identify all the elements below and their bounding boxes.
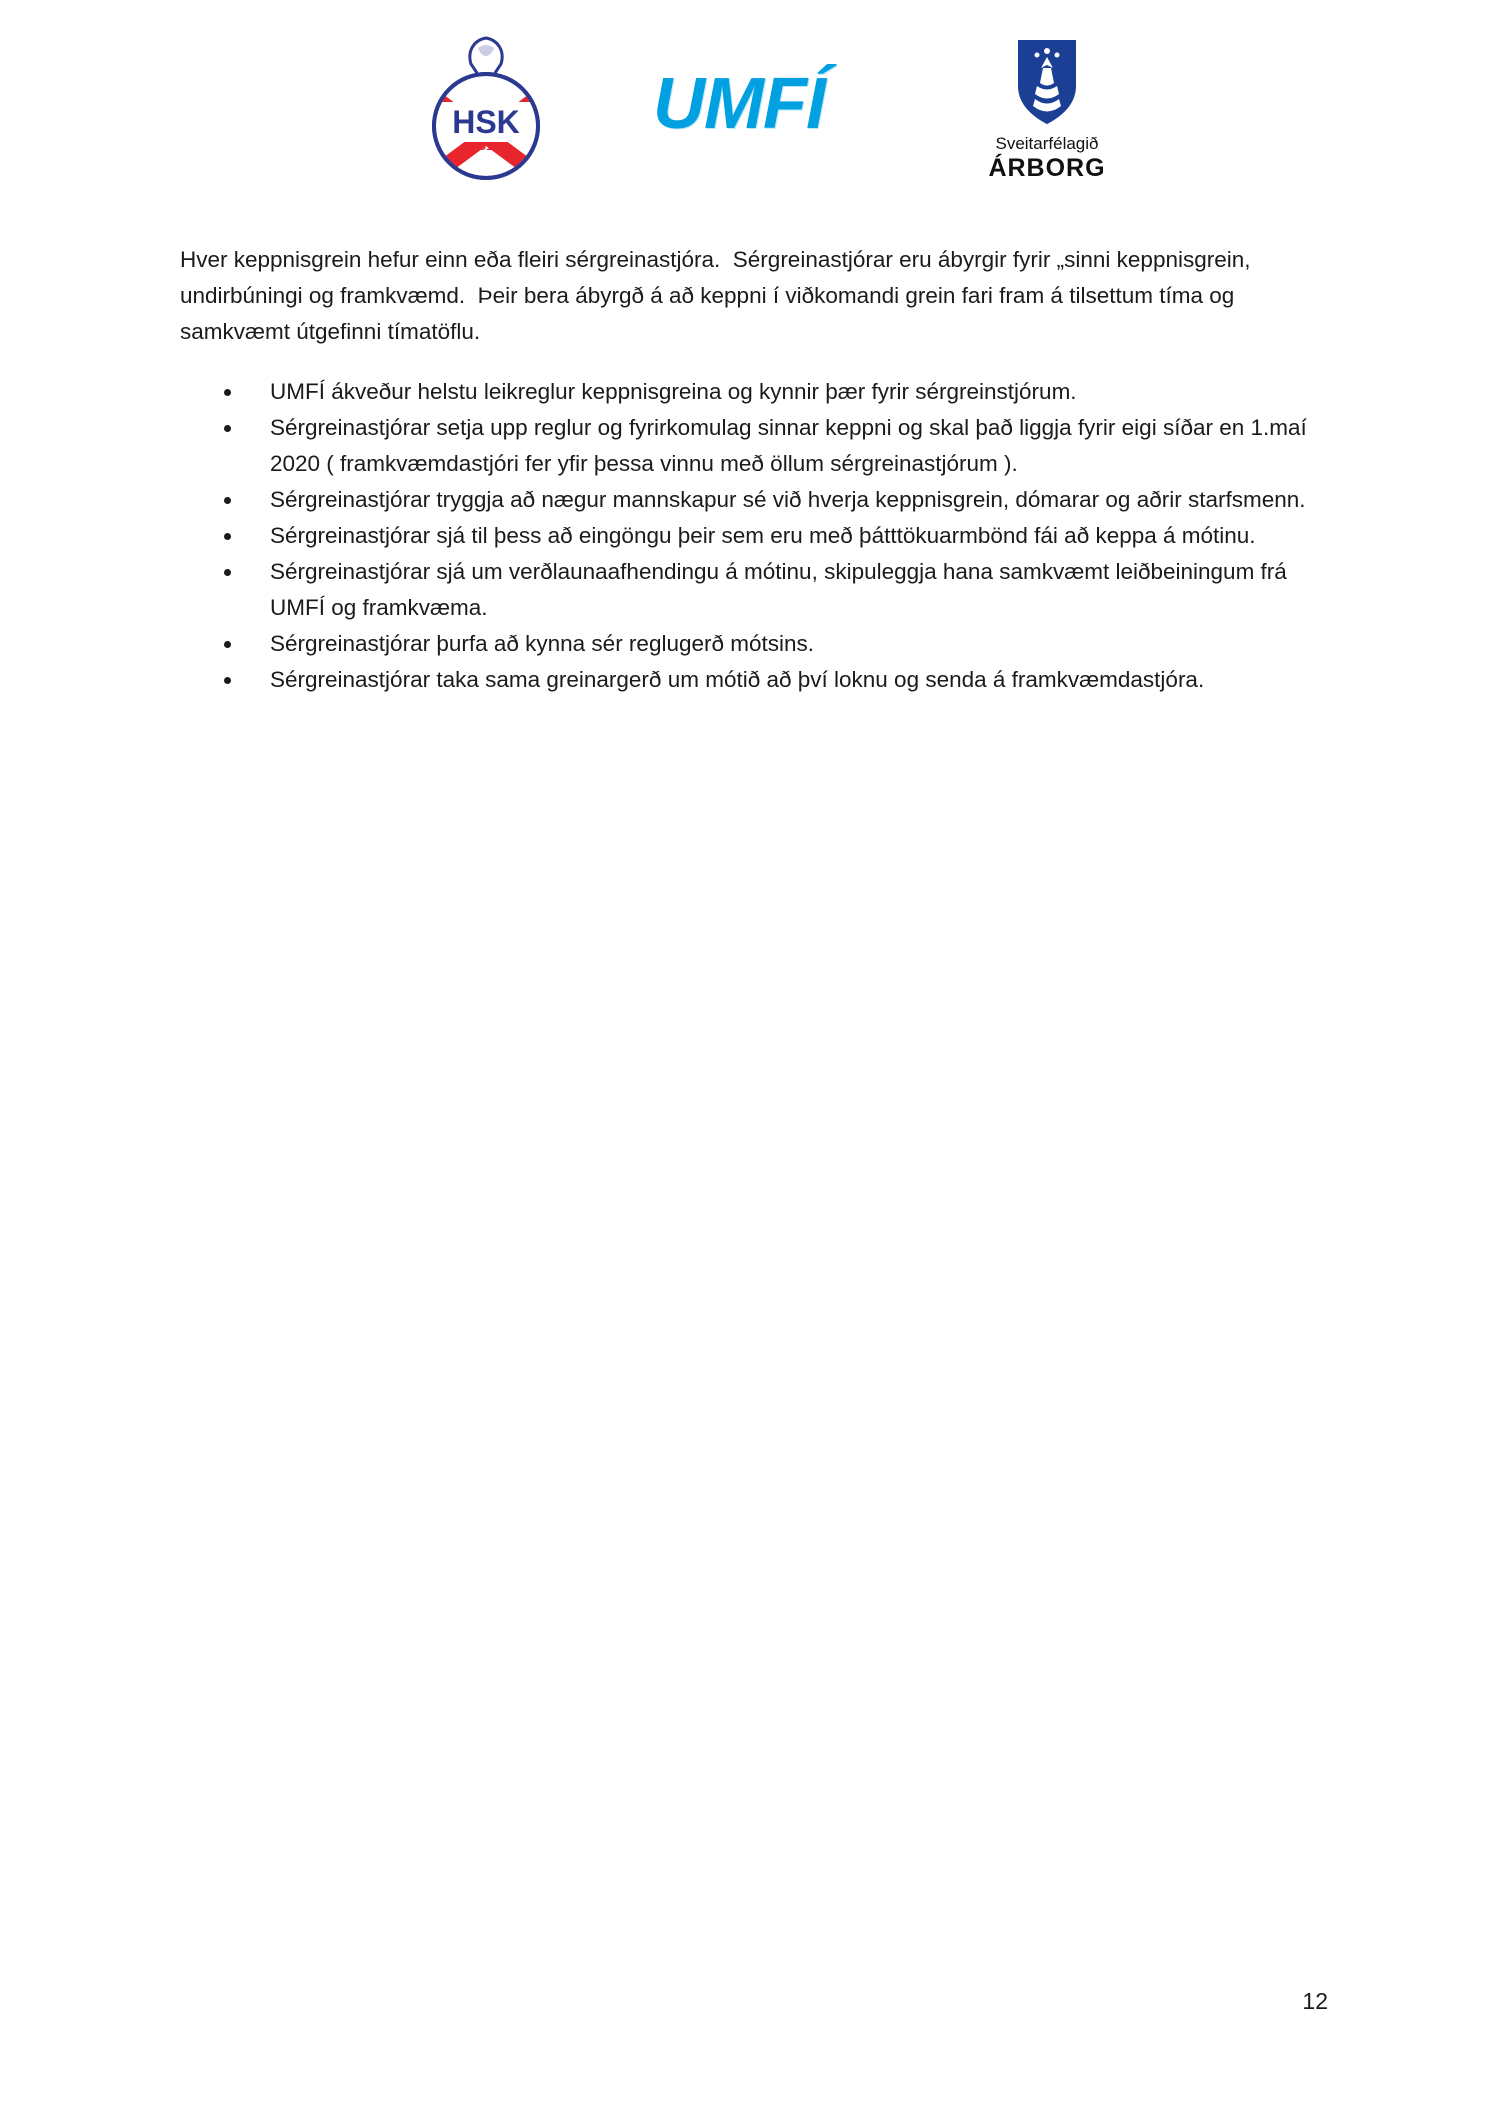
- bullet-item: Sérgreinastjórar setja upp reglur og fyrirkomulag sinnar keppni og skal það liggja fyrir eigi síðar en 1.maí 2020 ( framkvæmdastjóri fer yfir þessa vinnu með öllum sérgreinastjórum ).: [222, 410, 1335, 482]
- bullet-list: [180, 374, 1335, 698]
- arborg-shield-icon: [1016, 38, 1078, 126]
- hsk-label: HSK: [452, 104, 520, 140]
- hsk-crest-icon: [424, 34, 548, 200]
- arborg-municipality-label: Sveitarfélagið: [995, 134, 1099, 153]
- bullet-item: Sérgreinastjórar þurfa að kynna sér reglugerð mótsins.: [222, 626, 1335, 662]
- umfi-logo: [604, 56, 874, 152]
- bullet-item: Sérgreinastjórar sjá til þess að eingöngu þeir sem eru með þátttökuarmbönd fái að keppa á mótinu.: [222, 518, 1335, 554]
- bullet-item: Sérgreinastjórar sjá um verðlaunaafhendingu á mótinu, skipuleggja hana samkvæmt leiðbeiningum frá UMFÍ og framkvæma.: [222, 554, 1335, 626]
- hsk-year: 1910: [473, 141, 499, 153]
- intro-paragraph: Hver keppnisgrein hefur einn eða fleiri sérgreinastjóra. Sérgreinastjórar eru ábyrgir fyrir „sinni keppnisgrein, undirbúningi og framkvæmd. Þeir bera ábyrgð á að keppni í viðkomandi grein fari fram á tilsettum tíma og samkvæmt útgefinni tímatöflu.: [180, 247, 1257, 344]
- page-number: 12: [1302, 1988, 1328, 2014]
- document-body: [180, 242, 1335, 698]
- hsk-logo: [424, 34, 548, 200]
- logo-header: [0, 0, 1500, 220]
- bullet-item: Sérgreinastjórar tryggja að nægur mannskapur sé við hverja keppnisgrein, dómarar og aðrir starfsmenn.: [222, 482, 1335, 518]
- bullet-item: Sérgreinastjórar taka sama greinargerð um mótið að því loknu og senda á framkvæmdastjóra.: [222, 662, 1335, 698]
- bullet-item: UMFÍ ákveður helstu leikreglur keppnisgreina og kynnir þær fyrir sérgreinstjórum.: [222, 374, 1335, 410]
- umfi-wordmark: UMFÍ: [653, 64, 825, 144]
- arborg-name-label: ÁRBORG: [988, 154, 1106, 182]
- arborg-logo: [962, 38, 1132, 182]
